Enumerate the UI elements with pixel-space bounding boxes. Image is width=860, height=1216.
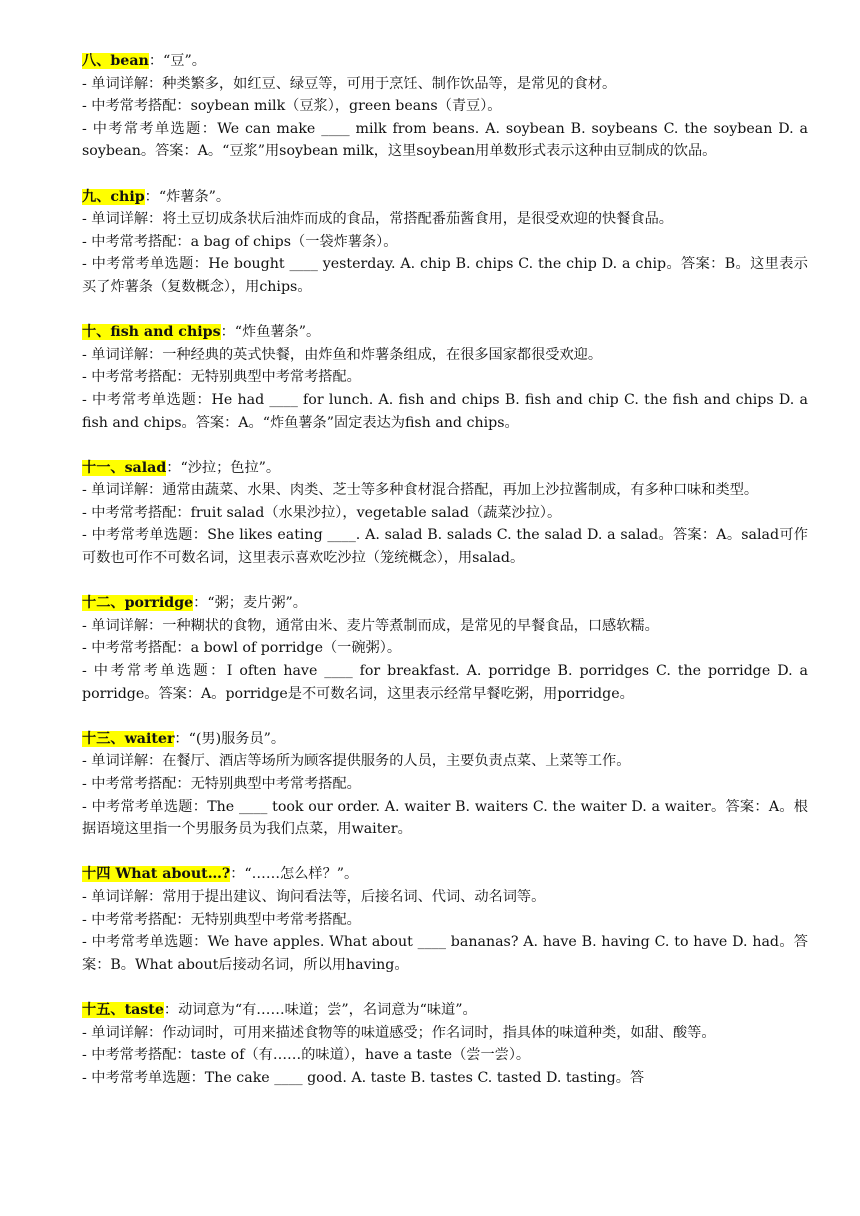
word-explanation: - 单词详解：一种经典的英式快餐，由炸鱼和炸薯条组成，在很多国家都很受欢迎。	[82, 346, 603, 363]
entry-fish-and-chips	[82, 321, 808, 434]
entry-title	[82, 321, 808, 344]
word-heading: 九、chip	[82, 188, 145, 205]
word-explanation: - 单词详解：一种糊状的食物，通常由米、麦片等煮制而成，是常见的早餐食品，口感软糯。	[82, 617, 659, 634]
word-explanation: - 单词详解：常用于提出建议、询问看法等，后接名词、代词、动名词等。	[82, 888, 546, 905]
common-collocation: - 中考常考搭配：无特别典型中考常考搭配。	[82, 369, 361, 386]
multiple-choice-question: - 中考常考单选题：The ____ took our order. A. waiter B. waiters C. the waiter D. a waiter。答案：A。根据语境这里指一个男服务员为我们点菜，用waiter。	[82, 798, 808, 838]
word-gloss: ：“(男)服务员”。	[174, 730, 286, 747]
word-heading: 十四 What about…?	[82, 866, 231, 883]
multiple-choice-question: - 中考常考单选题：The cake ____ good. A. taste B. tastes C. tasted D. tasting。答	[82, 1069, 645, 1086]
word-heading: 十一、salad	[82, 459, 167, 476]
word-gloss: ：“豆”。	[148, 53, 206, 69]
word-heading: 十、fish and chips	[82, 324, 221, 341]
word-heading: 十五、taste	[82, 1001, 164, 1018]
multiple-choice-question: - 中考常考单选题：He had ____ for lunch. A. fish and chips B. fish and chip C. the fish and chips D. a fish and chips。答案：A。“炸鱼薯条”固定表达为fish and chips。	[82, 391, 808, 431]
entry-salad	[82, 457, 808, 570]
entry-title	[82, 863, 808, 886]
word-explanation: - 单词详解：在餐厅、酒店等场所为顾客提供服务的人员，主要负责点菜、上菜等工作。	[82, 753, 631, 770]
entry-title	[82, 457, 808, 480]
word-explanation: - 单词详解：种类繁多，如红豆、绿豆等，可用于烹饪、制作饮品等，是常见的食材。	[82, 75, 617, 92]
word-gloss: ：“……怎么样？”。	[230, 866, 359, 883]
word-gloss: ：“粥；麦片粥”。	[193, 595, 307, 612]
multiple-choice-question: - 中考常考单选题：He bought ____ yesterday. A. chip B. chips C. the chip D. a chip。答案：B。这里表示买了炸薯条（复数概念），用chips。	[82, 256, 808, 295]
entry-title	[82, 999, 808, 1022]
common-collocation: - 中考常考搭配：无特别典型中考常考搭配。	[82, 911, 361, 928]
entry-bean	[82, 50, 808, 163]
entry-porridge	[82, 592, 808, 705]
entry-title	[82, 592, 808, 615]
common-collocation: - 中考常考搭配：taste of（有……的味道），have a taste（尝一尝）。	[82, 1047, 531, 1064]
word-gloss: ：“沙拉；色拉”。	[166, 459, 281, 476]
word-explanation: - 单词详解：作动词时，可用来描述食物等的味道感受；作名词时，指具体的味道种类，如甜、酸等。	[82, 1024, 716, 1041]
common-collocation: - 中考常考搭配：fruit salad（水果沙拉），vegetable salad（蔬菜沙拉）。	[82, 504, 562, 521]
word-explanation: - 单词详解：将土豆切成条状后油炸而成的食品，常搭配番茄酱食用，是很受欢迎的快餐食品。	[82, 211, 673, 228]
word-heading: 八、bean	[82, 53, 149, 69]
entry-title	[82, 728, 808, 751]
multiple-choice-question: - 中考常考单选题：I often have ____ for breakfast. A. porridge B. porridges C. the porridge D. a porridge。答案：A。porridge是不可数名词，这里表示经常早餐吃粥，用porridge。	[82, 663, 808, 702]
document-page	[82, 50, 808, 1112]
word-heading: 十二、porridge	[82, 595, 194, 612]
entry-title	[82, 50, 808, 73]
entry-taste	[82, 999, 808, 1089]
word-explanation: - 单词详解：通常由蔬菜、水果、肉类、芝士等多种食材混合搭配，再加上沙拉酱制成，有多种口味和类型。	[82, 482, 759, 499]
multiple-choice-question: - 中考常考单选题：She likes eating ____. A. salad B. salads C. the salad D. a salad。答案：A。salad可作可数也可作不可数名词，这里表示喜欢吃沙拉（笼统概念），用salad。	[82, 527, 808, 567]
word-heading: 十三、waiter	[82, 730, 175, 747]
entry-what-about	[82, 863, 808, 976]
word-gloss: ：“炸薯条”。	[144, 188, 231, 205]
common-collocation: - 中考常考搭配：a bowl of porridge（一碗粥）。	[82, 640, 402, 657]
multiple-choice-question: - 中考常考单选题：We can make ____ milk from beans. A. soybean B. soybeans C. the soybean D. a soybean。答案：A。“豆浆”用soybean milk，这里soybean用单数形式表示这种由豆制成的饮品。	[82, 120, 808, 160]
common-collocation: - 中考常考搭配：soybean milk（豆浆），green beans（青豆）。	[82, 98, 502, 115]
entry-waiter	[82, 728, 808, 841]
multiple-choice-question: - 中考常考单选题：We have apples. What about ____ bananas? A. have B. having C. to have D. had。答案：B。What about后接动名词，所以用having。	[82, 934, 808, 973]
entry-title	[82, 186, 808, 209]
word-gloss: ：“炸鱼薯条”。	[220, 324, 321, 341]
word-gloss: ：动词意为“有……味道；尝”，名词意为“味道”。	[163, 1001, 477, 1018]
common-collocation: - 中考常考搭配：a bag of chips（一袋炸薯条）。	[82, 233, 398, 250]
entry-chip	[82, 186, 808, 299]
common-collocation: - 中考常考搭配：无特别典型中考常考搭配。	[82, 776, 361, 792]
